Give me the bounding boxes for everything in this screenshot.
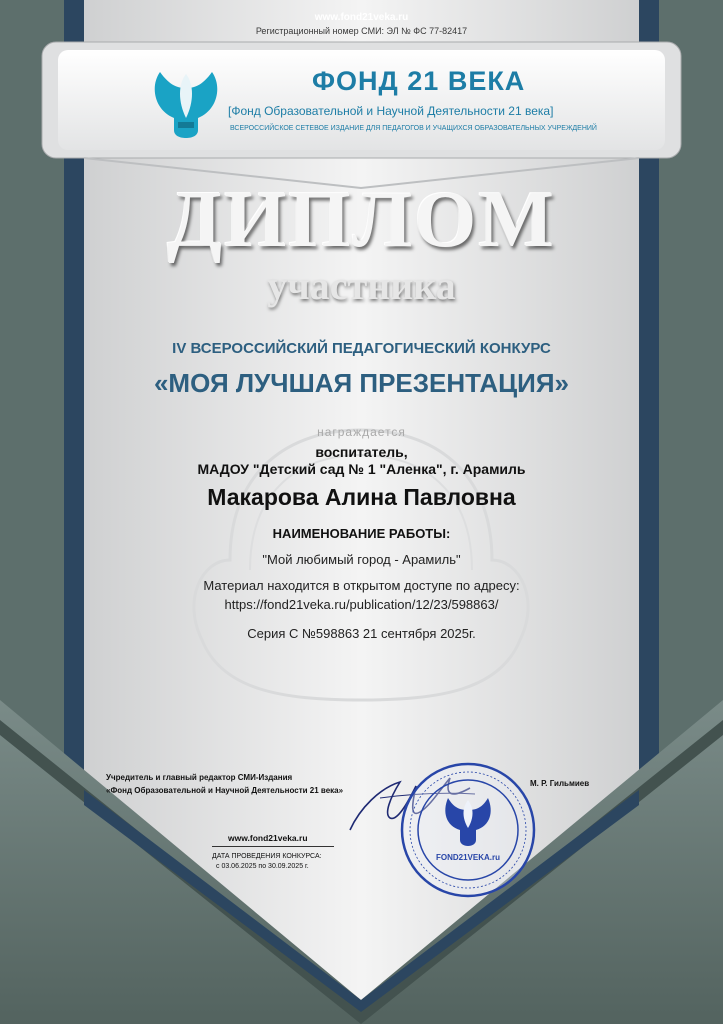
work-label: НАИМЕНОВАНИЕ РАБОТЫ: xyxy=(272,526,451,541)
footer-divider xyxy=(212,846,334,847)
header-site: www.fond21veka.ru xyxy=(314,12,409,23)
footer-site: www.fond21veka.ru xyxy=(228,833,308,843)
brand-tagline: ВСЕРОССИЙСКОЕ СЕТЕВОЕ ИЗДАНИЕ ДЛЯ ПЕДАГОГОВ И УЧАЩИХСЯ ОБРАЗОВАТЕЛЬНЫХ УЧРЕЖДЕНИЙ xyxy=(230,125,597,132)
diploma-subtitle: участника xyxy=(267,263,456,308)
dates-label: ДАТА ПРОВЕДЕНИЯ КОНКУРСА: xyxy=(212,853,322,860)
stamp-label: FOND21VEKA.ru xyxy=(435,853,501,862)
contest-line: IV ВСЕРОССИЙСКИЙ ПЕДАГОГИЧЕСКИЙ КОНКУРС xyxy=(172,340,551,357)
stamp-seal xyxy=(398,760,538,900)
recipient-name: Макарова Алина Павловна xyxy=(207,484,516,510)
founder-line-1: Учредитель и главный редактор СМИ-Издания xyxy=(106,773,293,782)
series-number: Серия С №598863 21 сентября 2025г. xyxy=(247,626,476,641)
editor-name: М. Р. Гильмиев xyxy=(530,779,590,788)
publication-url: https://fond21veka.ru/publication/12/23/598863/ xyxy=(224,597,499,612)
diploma-title: ДИПЛОМ xyxy=(167,176,556,264)
dates-range: с 03.06.2025 по 30.09.2025 г. xyxy=(216,863,309,870)
flower-bulb-logo-icon xyxy=(150,66,222,140)
registration-number: Регистрационный номер СМИ: ЭЛ № ФС 77-82417 xyxy=(255,26,468,36)
founder-line-2: «Фонд Образовательной и Научной Деятельности 21 века» xyxy=(106,786,344,795)
recipient-organization: МАДОУ "Детский сад № 1 "Аленка", г. Арамиль xyxy=(197,461,526,477)
recipient-position: воспитатель, xyxy=(315,444,408,460)
brand-subtitle: [Фонд Образовательной и Научной Деятельности 21 века] xyxy=(228,104,554,118)
work-title: "Мой любимый город - Арамиль" xyxy=(262,552,461,567)
material-note: Материал находится в открытом доступе по адресу: xyxy=(203,578,520,593)
brand-title: ФОНД 21 ВЕКА xyxy=(312,66,526,96)
contest-name: «МОЯ ЛУЧШАЯ ПРЕЗЕНТАЦИЯ» xyxy=(153,368,570,398)
awarded-label: награждается xyxy=(317,425,406,439)
